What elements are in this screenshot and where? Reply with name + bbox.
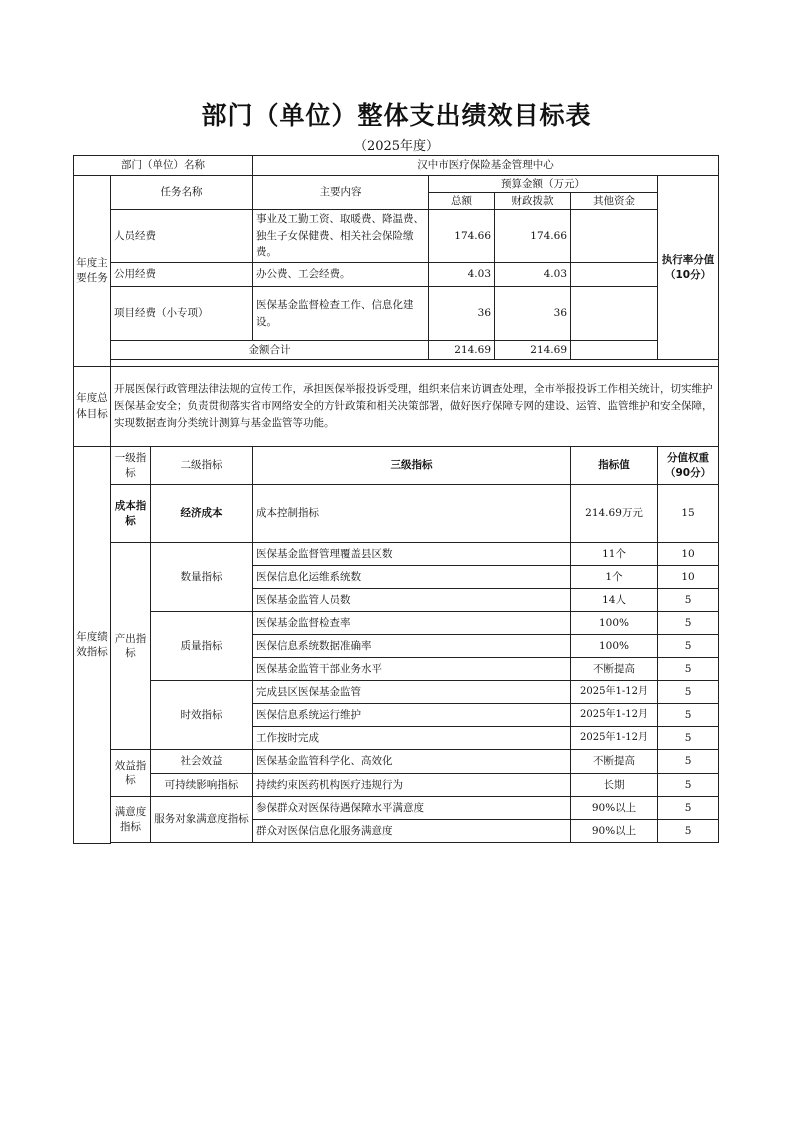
indicator-l3: 医保基金监管干部业务水平 (253, 658, 571, 681)
indicators-section-label: 年度绩效指标 (74, 447, 111, 844)
indicator-weight: 5 (658, 589, 719, 612)
page-subtitle: （2025年度） (353, 139, 440, 154)
indicator-value: 长期 (571, 774, 658, 797)
indicator-weight: 5 (658, 681, 719, 704)
indicator-value: 2025年1-12月 (571, 704, 658, 727)
task-other (571, 210, 658, 263)
l1-header: 一级指标 (111, 447, 151, 485)
indicator-l3: 医保基金监管人员数 (253, 589, 571, 612)
benefit-l1: 效益指标 (111, 750, 151, 797)
indicator-weight: 5 (658, 750, 719, 774)
indicator-l3: 医保基金监督检查率 (253, 612, 571, 635)
task-content: 事业及工勤工资、取暖费、降温费、独生子女保健费、相关社会保险缴费。 (253, 210, 429, 263)
indicator-l3: 医保信息系统运行维护 (253, 704, 571, 727)
task-other (571, 287, 658, 341)
task-name: 人员经费 (111, 210, 253, 263)
indicator-value: 90%以上 (571, 820, 658, 843)
table-row (74, 774, 719, 797)
indicator-value: 90%以上 (571, 797, 658, 820)
table-row (74, 797, 719, 820)
indicator-l3: 医保信息系统数据准确率 (253, 635, 571, 658)
cost-weight: 15 (658, 485, 719, 543)
table-row (74, 750, 719, 774)
task-name: 公用经费 (111, 263, 253, 287)
task-content: 医保基金监督检查工作、信息化建设。 (253, 287, 429, 341)
satisfaction-l2: 服务对象满意度指标 (151, 797, 253, 843)
indicator-l3: 持续约束医药机构医疗违规行为 (253, 774, 571, 797)
indicator-value: 2025年1-12月 (571, 727, 658, 750)
indicator-weight: 10 (658, 543, 719, 566)
indicator-weight: 5 (658, 727, 719, 750)
l2-header: 二级指标 (151, 447, 253, 485)
sum-fiscal: 214.69 (495, 341, 571, 360)
exec-rate-label: 执行率分值（10分） (658, 176, 719, 360)
table-row (74, 543, 719, 566)
cost-l2: 经济成本 (151, 485, 253, 543)
filler-row (74, 843, 719, 844)
fiscal-header: 财政拨款 (495, 193, 571, 210)
output-l2: 数量指标 (151, 543, 253, 612)
table-row (74, 263, 719, 287)
total-header: 总额 (429, 193, 495, 210)
task-total: 4.03 (429, 263, 495, 287)
sum-label: 金额合计 (111, 341, 429, 360)
goal-text: 开展医保行政管理法律法规的宣传工作，承担医保举报投诉受理，组织来信来访调查处理，全市举报投诉工作相关统计，切实维护医保基金安全；负责贯彻落实省市网络安全的方针政策和相关决策部署，做好医疗保障专网的建设、运管、监管维护和安全保障，实现数据查询分类统计测算与基金监管等功能。 (111, 367, 719, 447)
indicator-weight: 10 (658, 566, 719, 589)
budget-header: 预算金额（万元） (429, 176, 658, 193)
indicator-weight: 5 (658, 612, 719, 635)
tasks-header-row (74, 176, 719, 193)
sum-row (74, 341, 719, 360)
output-l2: 质量指标 (151, 612, 253, 681)
dept-label: 部门（单位）名称 (74, 156, 253, 176)
task-fiscal: 174.66 (495, 210, 571, 263)
indicator-value: 100% (571, 612, 658, 635)
sum-total: 214.69 (429, 341, 495, 360)
task-total: 36 (429, 287, 495, 341)
benefit-l2: 社会效益 (151, 750, 253, 774)
indicator-value: 100% (571, 635, 658, 658)
dept-row (74, 156, 719, 176)
indicator-weight: 5 (658, 820, 719, 843)
cost-value: 214.69万元 (571, 485, 658, 543)
indicator-l3: 工作按时完成 (253, 727, 571, 750)
satisfaction-l1: 满意度指标 (111, 797, 151, 843)
table-row (74, 681, 719, 704)
indicator-value: 1个 (571, 566, 658, 589)
indicator-l3: 医保基金监管科学化、高效化 (253, 750, 571, 774)
goal-label: 年度总体目标 (74, 367, 111, 447)
indicator-weight: 5 (658, 774, 719, 797)
indicator-l3: 医保基金监督管理覆盖县区数 (253, 543, 571, 566)
task-name: 项目经费（小专项） (111, 287, 253, 341)
output-l1: 产出指标 (111, 543, 151, 750)
indicator-value: 2025年1-12月 (571, 681, 658, 704)
task-fiscal: 4.03 (495, 263, 571, 287)
spacer-cell (111, 360, 719, 367)
indicator-l3: 参保群众对医保待遇保障水平满意度 (253, 797, 571, 820)
l3-header: 三级指标 (253, 447, 571, 485)
indicator-l3: 完成县区医保基金监管 (253, 681, 571, 704)
tasks-section-label: 年度主要任务 (74, 176, 111, 367)
value-header: 指标值 (571, 447, 658, 485)
indicator-weight: 5 (658, 704, 719, 727)
indicator-value: 11个 (571, 543, 658, 566)
cost-l1: 成本指标 (111, 485, 151, 543)
indicators-header-row (74, 447, 719, 485)
goal-row (74, 367, 719, 447)
indicator-l3: 群众对医保信息化服务满意度 (253, 820, 571, 843)
table-row (74, 287, 719, 341)
indicator-value: 14人 (571, 589, 658, 612)
indicator-weight: 5 (658, 635, 719, 658)
page-title: 部门（单位）整体支出绩效目标表 (201, 101, 592, 130)
table-row (74, 210, 719, 263)
task-content: 办公费、工会经费。 (253, 263, 429, 287)
performance-target-table (73, 155, 719, 844)
indicator-value: 不断提高 (571, 658, 658, 681)
sum-other (571, 341, 658, 360)
spacer-row (74, 360, 719, 367)
filler-cell (111, 843, 719, 844)
weight-header: 分值权重（90分） (658, 447, 719, 485)
output-l2: 时效指标 (151, 681, 253, 750)
task-name-header: 任务名称 (111, 176, 253, 210)
task-total: 174.66 (429, 210, 495, 263)
dept-value: 汉中市医疗保险基金管理中心 (253, 156, 719, 176)
indicator-value: 不断提高 (571, 750, 658, 774)
content-header: 主要内容 (253, 176, 429, 210)
indicator-weight: 5 (658, 658, 719, 681)
table-row (74, 485, 719, 543)
other-header: 其他资金 (571, 193, 658, 210)
task-fiscal: 36 (495, 287, 571, 341)
indicator-l3: 医保信息化运维系统数 (253, 566, 571, 589)
benefit-l2: 可持续影响指标 (151, 774, 253, 797)
indicator-weight: 5 (658, 797, 719, 820)
task-other (571, 263, 658, 287)
cost-l3: 成本控制指标 (253, 485, 571, 543)
table-row (74, 612, 719, 635)
